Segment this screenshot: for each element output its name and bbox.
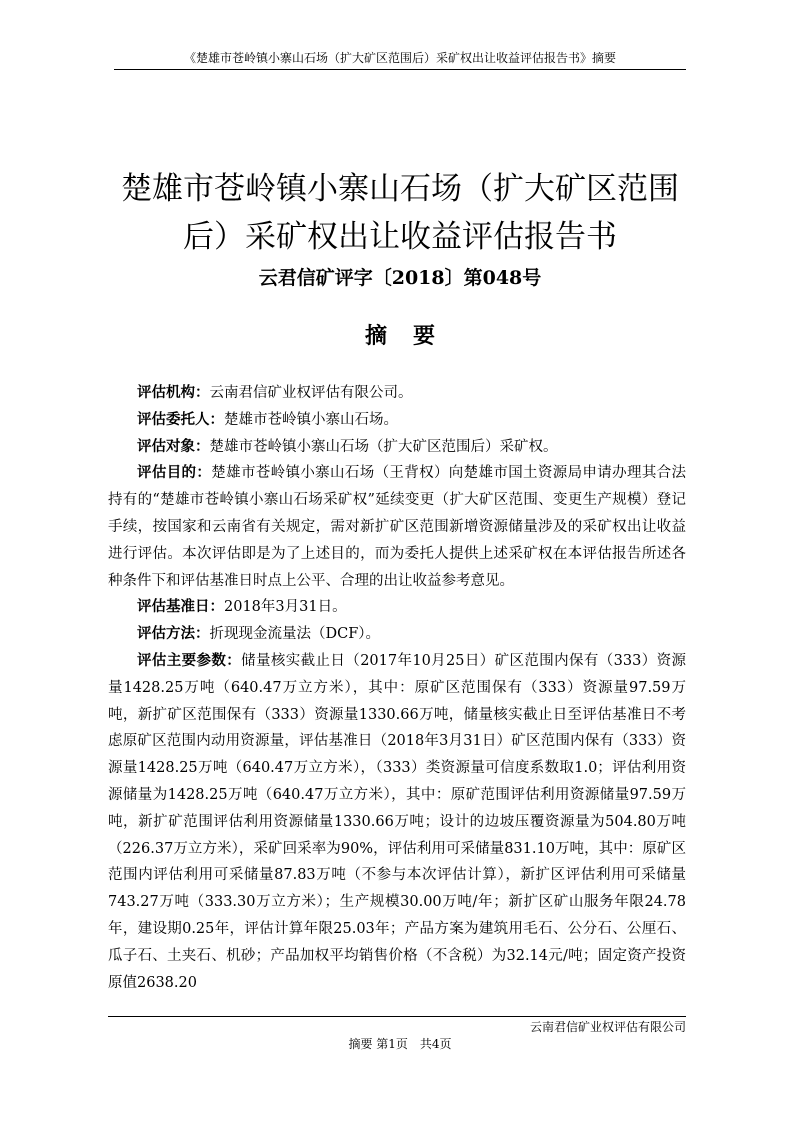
- paragraph-text: 储量核实截止日（2017年10月25日）矿区范围内保有（333）资源量1428.25万吨（640.47万立方米），其中：原矿区范围保有（333）资源量97.59万吨，新扩矿区范围保有（333）资源量1330.66万吨，储量核实截止日至评估基准日不考虑原矿区范围内动用资源量，评估基准日（2018年3月31日）矿区范围内保有（333）资源量1428.25万吨（640.47万立方米），（333）类资源量可信度系数取1.0；评估利用资源储量为1428.25万吨（640.47万立方米），其中：原矿范围评估利用资源储量97.59万吨，新扩矿范围评估利用资源储量1330.66万吨；设计的边坡压覆资源量为504.80万吨（226.37万立方米），采矿回采率为90%，评估利用可采储量831.10万吨，其中：原矿区范围内评估利用可采储量87.83万吨（不参与本次评估计算），新扩区评估利用可采储量743.27万吨（333.30万立方米）；生产规模30.00万吨/年；新扩区矿山服务年限24.78年，建设期0.25年，评估计算年限25.03年；产品方案为建筑用毛石、公分石、公厘石、瓜子石、土夹石、机砂；产品加权平均销售价格（不含税）为32.14元/吨；固定资产投资原值2638.20: [108, 652, 686, 991]
- paragraph-text: 2018年3月31日。: [224, 599, 347, 616]
- paragraph-text: 楚雄市苍岭镇小寨山石场（王背权）向楚雄市国土资源局申请办理其合法持有的“楚雄市苍岭镇小寨山石场采矿权”延续变更（扩大矿区范围、变更生产规模）登记手续，按国家和云南省有关规定，需对新扩矿区范围新增资源储量涉及的采矿权出让收益进行评估。本次评估即是为了上述目的，而为委托人提供上述采矿权在本评估报告所述各种条件下和评估基准日时点上公平、合理的出让收益参考意见。: [108, 465, 687, 589]
- paragraph-assessment-purpose: [108, 460, 686, 594]
- summary-body: [108, 380, 686, 996]
- paragraph-label: 评估机构：: [137, 384, 210, 401]
- section-heading: 摘要: [364, 323, 461, 349]
- document-title: [100, 165, 700, 261]
- running-header: 《楚雄市苍岭镇小寨山石场（扩大矿区范围后）采矿权出让收益评估报告书》摘要: [183, 51, 616, 65]
- paragraph-text: 云南君信矿业权评估有限公司。: [209, 385, 413, 401]
- paragraph-assessment-method: [108, 621, 686, 648]
- paragraph-label: 评估基准日：: [137, 598, 224, 616]
- footer-company: 云南君信矿业权评估有限公司: [529, 1020, 686, 1034]
- paragraph-base-date: [108, 594, 686, 621]
- paragraph-text: 楚雄市苍岭镇小寨山石场。: [224, 411, 398, 428]
- header-divider: [114, 69, 686, 70]
- paragraph-label: 评估目的：: [137, 464, 212, 482]
- paragraph-label: 评估方法：: [137, 625, 210, 643]
- paragraph-main-parameters: [108, 648, 686, 996]
- paragraph-label: 评估委托人：: [137, 410, 224, 428]
- document-title-line2: 后）采矿权出让收益评估报告书: [183, 219, 617, 255]
- document-number: 云君信矿评字〔2018〕第048号: [258, 267, 542, 289]
- document-title-line1: 楚雄市苍岭镇小寨山石场（扩大矿区范围: [121, 171, 679, 207]
- paragraph-assessment-agency: [108, 380, 686, 407]
- paragraph-text: 楚雄市苍岭镇小寨山石场（扩大矿区范围后）采矿权。: [209, 438, 558, 455]
- paragraph-client: [108, 407, 686, 434]
- footer-divider: [108, 1016, 686, 1017]
- paragraph-assessment-object: [108, 434, 686, 461]
- paragraph-label: 评估对象：: [137, 437, 210, 455]
- paragraph-label: 评估主要参数：: [137, 651, 242, 669]
- page-number: 摘要 第1页 共4页: [348, 1037, 452, 1051]
- paragraph-text: 折现现金流量法（DCF）。: [209, 626, 381, 643]
